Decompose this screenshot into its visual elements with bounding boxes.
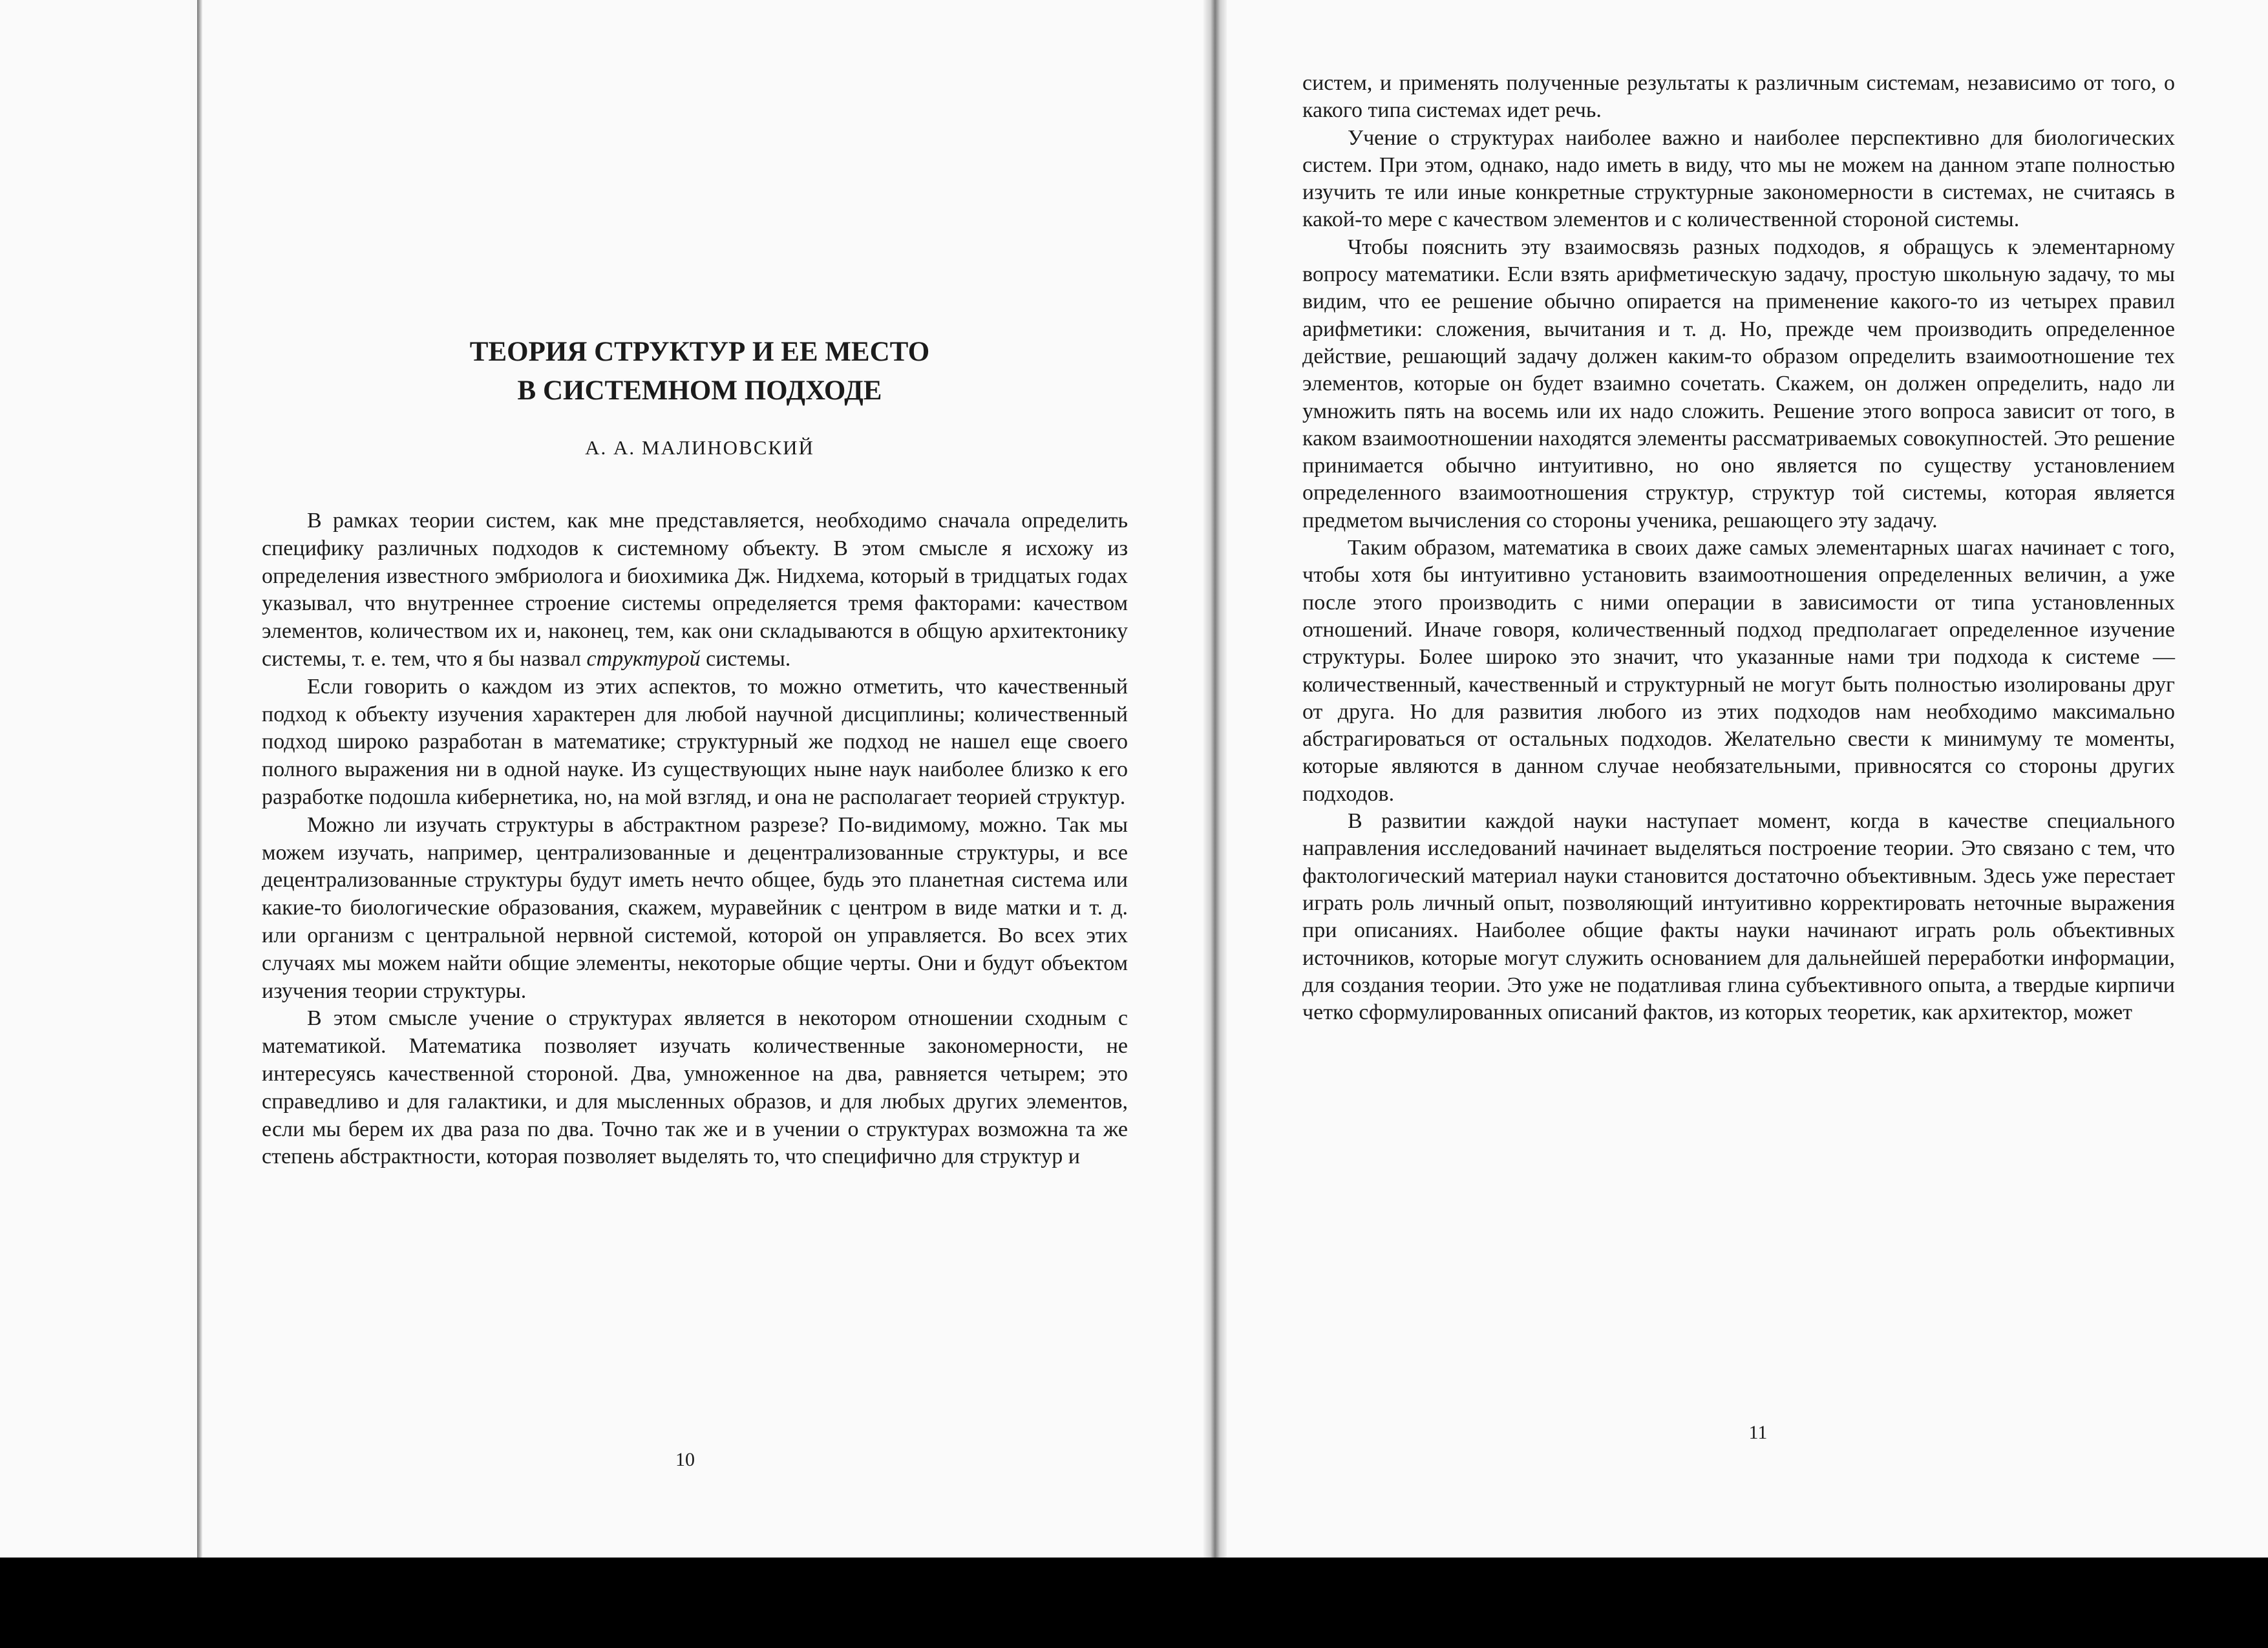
emphasized-term: структурой — [586, 646, 701, 671]
scan-bottom-border — [0, 1558, 2268, 1648]
page-number: 11 — [1748, 1422, 1768, 1443]
title-line: ТЕОРИЯ СТРУКТУР И ЕЕ МЕСТО — [469, 337, 930, 367]
page-number: 10 — [675, 1449, 695, 1470]
paragraph: В этом смысле учение о структурах является в некотором отношении сходным с математикой. Математика позволяет изучать количественные закономерности, не интересуясь качественной стороной. Два, умноженное на два, равняется четырем; это справедливо и для галактики, и для мысленных образов, и для любых других элементов, если мы берем их два раза по два. Точно так же и в учении о структурах возможна та же степень абстрактности, которая позволяет выделять то, что специфично для структур и — [262, 1006, 1128, 1169]
paragraph: Чтобы пояснить эту взаимосвязь разных подходов, я обращусь к элементарному вопросу математики. Если взять арифметическую задачу, простую школьную задачу, то мы видим, что ее решение обычно опирается на применение какого-то из четырех правил арифметики: сложения, вычитания и т. д. Но, прежде чем производить определенное действие, решающий задачу должен каким-то образом определить взаимоотношение тех элементов, которые он будет взаимно сочетать. Скажем, он должен определить, надо ли умножить пять на восемь или их надо сложить. Решение этого вопроса зависит от того, в каком взаимоотношении находятся элементы рассматриваемых совокупностей. Это решение принимается обычно интуитивно, но оно является по существу установлением определенного взаимоотношения структур, структур той системы, которая является предметом вычисления со стороны ученика, решающего эту задачу. — [1302, 235, 2175, 533]
paragraph — [262, 507, 1128, 673]
right-page-body — [1302, 70, 2175, 1026]
paragraph: Можно ли изучать структуры в абстрактном разрезе? По-видимому, можно. Так мы можем изучать, например, централизованные и децентрализованные структуры, и все децентрализованные структуры будут иметь нечто общее, будь это планетная система или какие-то биологические образования, скажем, муравейник с центром в виде матки и т. д. или организм с центральной нервной системой, которой он управляется. Во всех этих случаях мы можем найти общие элементы, некоторые общие черты. Они и будут объектом изучения теории структуры. — [262, 812, 1128, 1003]
paragraph: Если говорить о каждом из этих аспектов, то можно отметить, что качественный подход к объекту изучения характерен для любой научной дисциплины; количественный подход широко разработан в математике; структурный же подход не нашел еще своего полного выражения ни в одной науке. Из существующих ныне наук наиболее близко к его разработке подошла кибернетика, но, на мой взгляд, и она не располагает теорией структур. — [262, 674, 1128, 809]
paragraph: Учение о структурах наиболее важно и наиболее перспективно для биологических систем. При этом, однако, надо иметь в виду, что мы не можем на данном этапе полностью изучить те или иные конкретные структурные закономерности в системах, не считаясь в какой-то мере с качеством элементов и с количественной стороной системы. — [1302, 125, 2175, 232]
book-gutter — [1203, 0, 1227, 1558]
article-title — [197, 333, 1202, 410]
left-page-edge — [197, 0, 202, 1558]
paragraph-text: системы. — [700, 646, 791, 671]
left-page-body — [262, 507, 1128, 1171]
paragraph: Таким образом, математика в своих даже самых элементарных шагах начинает с того, чтобы хотя бы интуитивно установить взаимоотношения определенных величин, а уже после этого производить с ними операции в зависимости от типа установленных отношений. Иначе говоря, количественный подход предполагает определенное изучение структуры. Более широко это значит, что указанные нами три подхода к системе — количественный, качественный и структурный не могут быть полностью изолированы друг от друга. Но для развития любого из этих подходов нам необходимо максимально абстрагироваться от остальных подходов. Желательно свести к минимуму те моменты, которые являются в данном случае необязательными, привносятся со стороны других подходов. — [1302, 536, 2175, 806]
paragraph-text: В рамках теории систем, как мне представляется, необходимо сначала определить специфику различных подходов к системному объекту. В этом смысле я исхожу из определения известного эмбриолога и биохимика Дж. Нидхема, который в тридцатых годах указывал, что внутреннее строение системы определяется тремя факторами: качеством элементов, количеством их и, наконец, тем, как они складываются в общую архитектонику системы, т. е. тем, что я бы назвал — [262, 509, 1128, 671]
paragraph: систем, и применять полученные результаты к различным системам, независимо от того, о какого типа системах идет речь. — [1302, 71, 2175, 123]
article-author: А. А. МАЛИНОВСКИЙ — [585, 436, 814, 459]
paragraph: В развитии каждой науки наступает момент, когда в качестве специального направления исследований начинает выделяться построение теории. Это связано с тем, что фактологический материал науки становится достаточно объективным. Здесь уже перестает играть роль личный опыт, позволяющий интуитивно корректировать неточные выражения при описаниях. Наиболее общие факты науки начинают играть роль объективных источников, которые могут служить основанием для дальнейшей переработки информации, для создания теории. Это уже не податливая глина субъективного опыта, а твердые кирпичи четко сформулированных описаний фактов, из которых теоретик, как архитектор, может — [1302, 809, 2175, 1025]
title-line: В СИСТЕМНОМ ПОДХОДЕ — [517, 375, 882, 406]
